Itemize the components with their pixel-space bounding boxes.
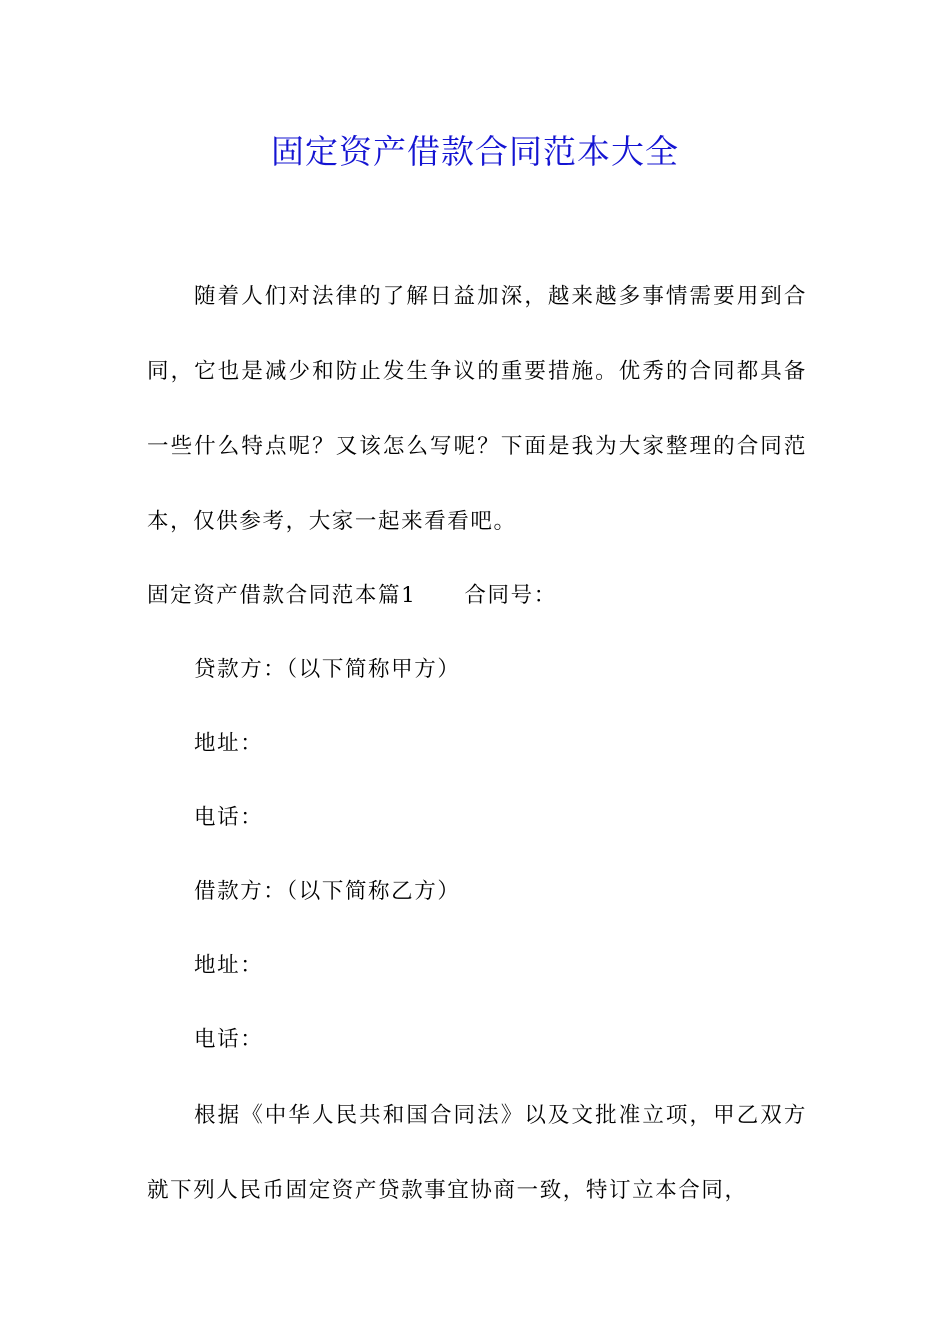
lender-address-label: 地址： <box>194 731 264 756</box>
borrower-address-line <box>147 929 807 1003</box>
lender-address-line <box>147 707 807 781</box>
lender-phone-line <box>147 781 807 855</box>
lender-phone-label: 电话： <box>194 805 264 830</box>
borrower-phone-line <box>147 1003 807 1077</box>
lender-label: 贷款方： <box>194 657 287 682</box>
section-heading: 固定资产借款合同范本篇1 <box>147 583 417 608</box>
lender-line <box>147 633 807 707</box>
borrower-phone-label: 电话： <box>194 1027 264 1052</box>
borrower-line <box>147 855 807 929</box>
intro-paragraph: 随着人们对法律的了解日益加深，越来越多事情需要用到合同，它也是减少和防止发生争议的重要措施。优秀的合同都具备一些什么特点呢？又该怎么写呢？下面是我为大家整理的合同范本，仅供参考，大家一起来看看吧。 <box>147 284 807 534</box>
document-body <box>147 259 807 1228</box>
contract-number-label: 合同号： <box>464 583 557 608</box>
clause-paragraph: 根据《中华人民共和国合同法》以及文批准立项，甲乙双方就下列人民币固定资产贷款事宜协商一致，特订立本合同， <box>147 1103 807 1203</box>
borrower-address-label: 地址： <box>194 953 264 978</box>
section-heading-line <box>147 559 807 633</box>
lender-abbreviation: （以下简称甲方） <box>286 657 461 682</box>
borrower-label: 借款方： <box>194 879 287 904</box>
document-title: 固定资产借款合同范本大全 <box>271 132 679 171</box>
borrower-abbreviation: （以下简称乙方） <box>286 879 461 904</box>
